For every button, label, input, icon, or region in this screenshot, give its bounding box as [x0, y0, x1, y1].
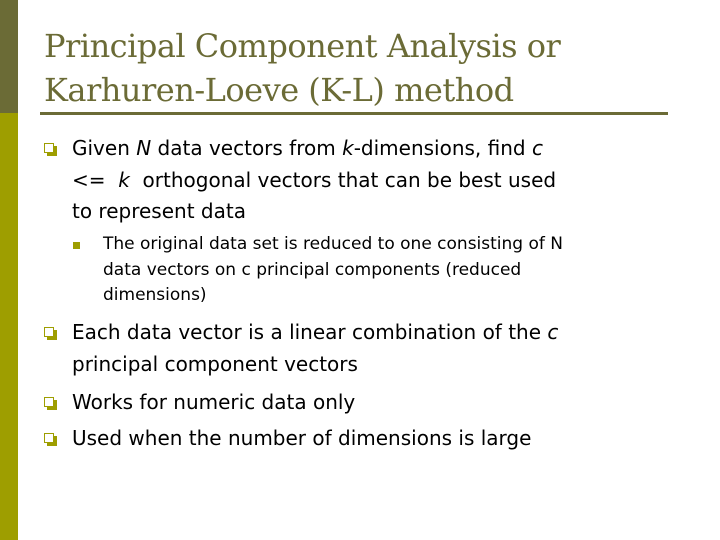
variable-k: k [342, 136, 354, 160]
bullet-marker-1 [44, 143, 54, 153]
sub-bullet-1-line-2: data vectors on c principal components (reduced [103, 259, 522, 280]
bullet-marker-3 [44, 397, 54, 407]
variable-n: N [136, 136, 152, 160]
bullet-1-line-1 [72, 133, 682, 165]
bullet-2-text [72, 317, 682, 380]
left-accent-bar-top [0, 0, 18, 113]
slide-title-line-2: Karhuren-Loeve (K-L) method [44, 71, 514, 109]
text-fragment: Given [72, 136, 137, 160]
left-accent-bar [0, 0, 18, 540]
title-underline [40, 112, 668, 115]
text-fragment: data vectors from [151, 136, 343, 160]
text-fragment: -dimensions, find [353, 136, 532, 160]
text-fragment: orthogonal vectors that can be best used [129, 167, 557, 192]
bullet-1-line-2 [72, 165, 682, 197]
bullet-3-text: Works for numeric data only [72, 390, 356, 414]
text-fragment: Each data vector is a linear combination of the [72, 320, 548, 344]
variable-c: c [547, 320, 559, 344]
sub-bullet-1-line-1: The original data set is reduced to one consisting of N [103, 234, 564, 254]
bullet-4-text: Used when the number of dimensions is large [72, 426, 532, 450]
slide-title [44, 24, 684, 112]
sub-bullet-1-text [103, 232, 673, 309]
sub-bullet-1-line-3: dimensions) [103, 285, 207, 305]
sub-bullet-marker-1 [73, 242, 80, 249]
slide-title-line-1: Principal Component Analysis or [44, 27, 561, 65]
bullet-2-line-1 [72, 317, 682, 349]
bullet-marker-4 [44, 433, 54, 443]
variable-k: k [118, 167, 130, 192]
bullet-marker-2 [44, 327, 54, 337]
text-fragment: <= [72, 167, 119, 192]
bullet-2-line-2: principal component vectors [72, 351, 358, 376]
bullet-1-text [72, 133, 682, 228]
bullet-1-line-3: to represent data [72, 199, 246, 223]
variable-c: c [531, 136, 543, 160]
